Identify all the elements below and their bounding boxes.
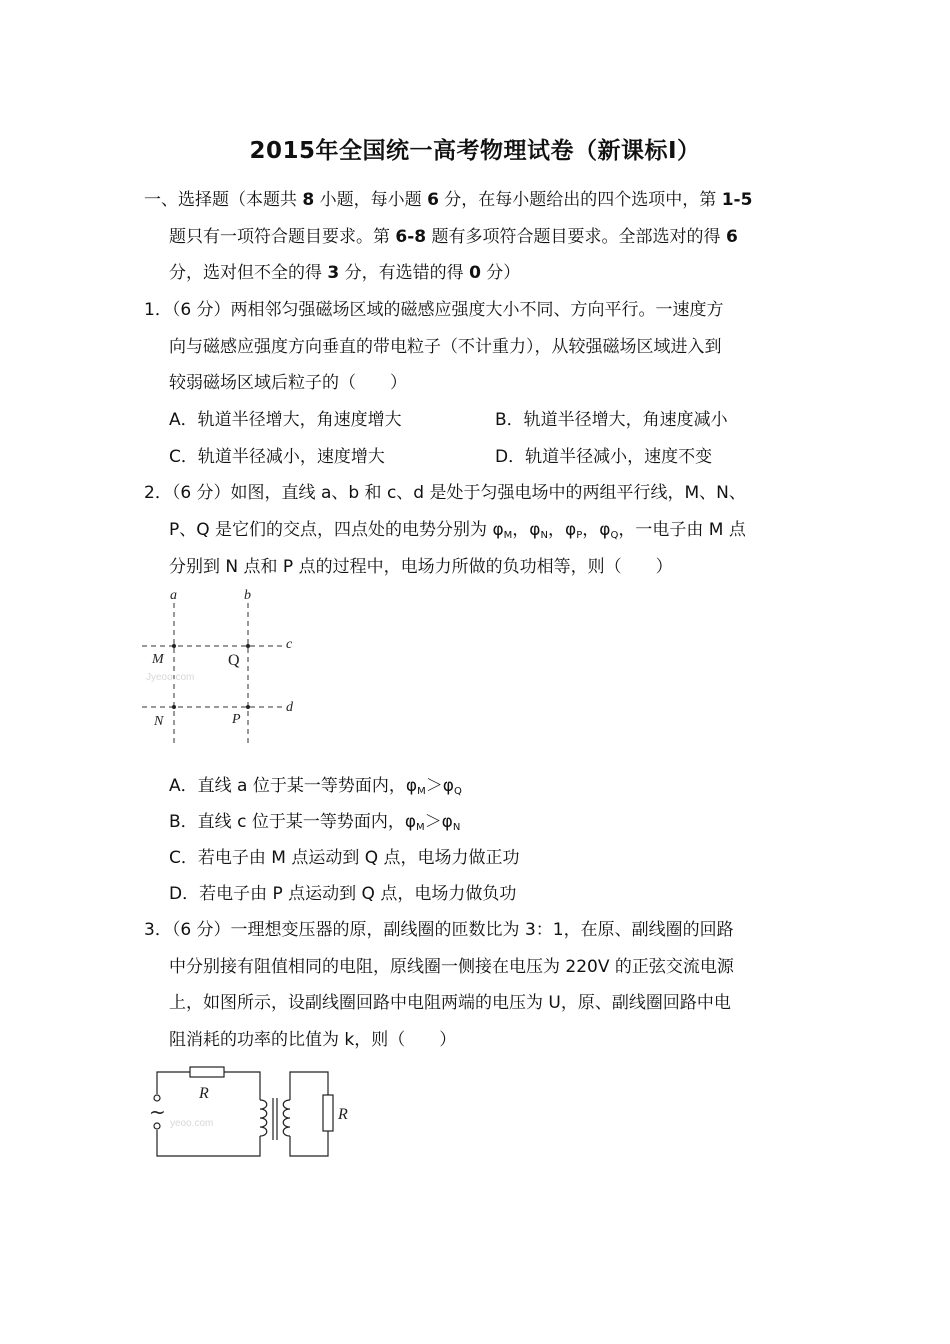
point-q-dot [246, 644, 250, 648]
section-instructions-line-3 [169, 261, 520, 285]
label-m: M [152, 652, 164, 667]
text: B．直线 c 位于某一等势面内，φ [169, 812, 417, 832]
subscript: M [503, 530, 513, 541]
q2-stem-line-1: 2．（6 分）如图，直线 a、b 和 c、d 是处于匀强电场中的两组平行线，M、N、 [144, 483, 746, 503]
q1-stem-line-2: 向与磁感应强度方向垂直的带电粒子（不计重力），从较强磁场区域进入到 [169, 337, 722, 357]
q2-field-lines-figure [140, 585, 310, 750]
q1-option-d[interactable]: D．轨道半径减小，速度不变 [495, 447, 713, 467]
label-n: N [154, 714, 164, 729]
subscript: P [576, 530, 583, 541]
label-q: Q [228, 652, 240, 669]
q2-option-c[interactable]: C．若电子由 M 点运动到 Q 点，电场力做正功 [169, 848, 520, 868]
text: ，φ [582, 520, 611, 540]
ac-source-symbol: ~ [149, 1100, 166, 1124]
label-b: b [244, 588, 251, 603]
q2-stem-line-2 [169, 518, 746, 548]
text: 分，有选错的得 [339, 263, 470, 283]
q1-stem-line-3: 较弱磁场区域后粒子的（ ） [169, 373, 407, 393]
q1-option-c[interactable]: C．轨道半径减小，速度增大 [169, 447, 385, 467]
text: 分，在每小题给出的四个选项中，第 [438, 190, 722, 210]
wire [290, 1131, 328, 1156]
q2-stem-line-3: 分别到 N 点和 P 点的过程中，电场力所做的负功相等，则（ ） [169, 557, 673, 577]
wire [290, 1072, 328, 1100]
subscript: Q [610, 530, 619, 541]
point-m-dot [172, 644, 176, 648]
subscript: Q [453, 786, 462, 797]
text: ＞φ [424, 812, 453, 832]
num: 0 [469, 263, 481, 283]
q1-stem-line-1: 1．（6 分）两相邻匀强磁场区域的磁感应强度大小不同、方向平行。一速度方 [144, 300, 724, 320]
q3-stem-line-3: 上，如图所示，设副线圈回路中电阻两端的电压为 U，原、副线圈回路中电 [169, 993, 731, 1013]
secondary-coil [283, 1100, 290, 1136]
point-n-dot [172, 705, 176, 709]
subscript: M [416, 822, 425, 833]
q3-stem-line-1: 3．（6 分）一理想变压器的原，副线圈的匝数比为 3：1，在原、副线圈的回路 [144, 920, 734, 940]
page-title: 2015年全国统一高考物理试卷（新课标Ⅰ） [249, 138, 701, 164]
num: 8 [302, 190, 315, 210]
section-instructions-line-2 [169, 225, 738, 249]
wire [224, 1072, 260, 1100]
q2-option-d[interactable]: D．若电子由 P 点运动到 Q 点，电场力做负功 [169, 884, 517, 904]
text: P、Q 是它们的交点，四点处的电势分别为 φ [169, 520, 504, 540]
text: 题只有一项符合题目要求。第 [169, 227, 396, 247]
label-c: c [286, 637, 293, 652]
text: 一、选择题（本题共 [144, 190, 303, 210]
q3-stem-line-2: 中分别接有阻值相同的电阻，原线圈一侧接在电压为 220V 的正弦交流电源 [169, 957, 734, 977]
resistor-secondary [323, 1095, 333, 1131]
section-instructions-line-1 [144, 188, 752, 212]
q2-option-b[interactable] [169, 810, 460, 840]
label-r-primary: R [199, 1085, 209, 1102]
num: 1-5 [721, 190, 753, 210]
text: ＞φ [425, 776, 454, 796]
point-p-dot [246, 705, 250, 709]
text: 题有多项符合题目要求。全部选对的得 [426, 227, 726, 247]
num: 6 [725, 227, 738, 247]
q3-stem-line-4: 阻消耗的功率的比值为 k，则（ ） [169, 1030, 457, 1050]
q2-option-a[interactable] [169, 774, 462, 804]
num: 3 [327, 263, 340, 283]
q1-option-b[interactable]: B．轨道半径增大，角速度减小 [495, 410, 728, 430]
text: 分） [480, 263, 521, 283]
wire [157, 1130, 260, 1156]
text: 小题，每小题 [314, 190, 428, 210]
num: 6 [427, 190, 439, 210]
text: ，一电子由 M 点 [618, 520, 746, 540]
wire [157, 1072, 190, 1094]
primary-coil [260, 1100, 267, 1136]
label-p: P [232, 712, 241, 727]
subscript: N [452, 822, 461, 833]
watermark: yeoo.com [170, 1118, 214, 1129]
text: ，φ [548, 520, 577, 540]
label-d: d [286, 700, 293, 715]
text: ，φ [512, 520, 541, 540]
text: 分，选对但不全的得 [169, 263, 328, 283]
label-a: a [170, 588, 177, 603]
watermark: Jyeoo.com [146, 672, 195, 683]
subscript: M [417, 786, 426, 797]
num: 6-8 [395, 227, 427, 247]
q3-transformer-circuit-figure [140, 1062, 370, 1167]
subscript: N [540, 530, 548, 541]
text: A．直线 a 位于某一等势面内，φ [169, 776, 418, 796]
resistor-primary [190, 1067, 224, 1077]
q1-option-a[interactable]: A．轨道半径增大，角速度增大 [169, 410, 402, 430]
label-r-secondary: R [338, 1106, 348, 1123]
